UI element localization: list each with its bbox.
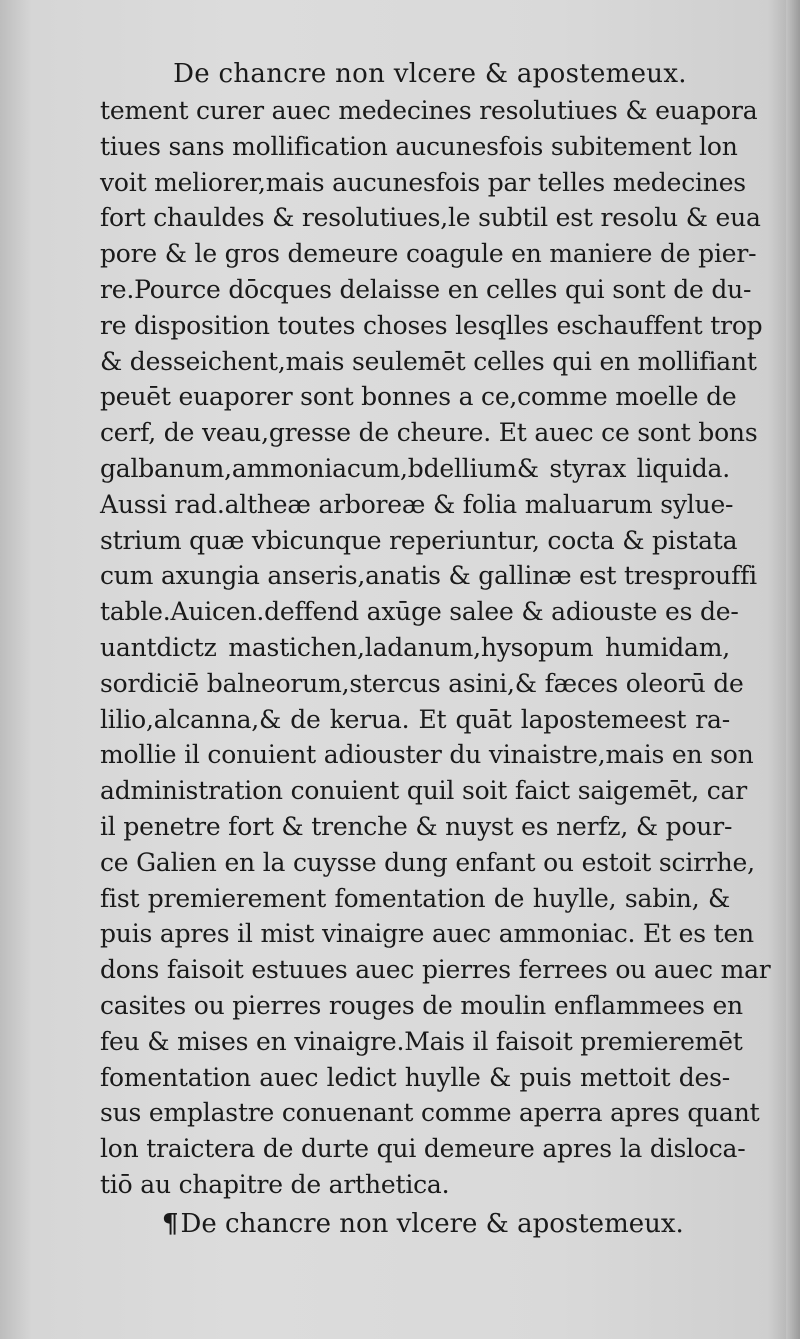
text-line: ce Galien en la cuysse dung enfant ou estoit scirrhe, (100, 847, 755, 877)
body-text (100, 93, 771, 1203)
text-line: pore & le gros demeure coagule en maniere de pier- (100, 239, 757, 269)
text-line: fort chauldes & resolutiues,le subtil est resolu & eua (100, 203, 761, 233)
page-edge-shadow (786, 0, 800, 1339)
text-line: casites ou pierres rouges de moulin enflammees en (100, 990, 743, 1020)
text-line: mollie il conuient adiouster du vinaistre,mais en son (100, 740, 754, 770)
text-line: tiō au chapitre de arthetica. (100, 1169, 450, 1199)
running-head: De chancre non vlcere & apostemeux. (173, 59, 687, 89)
text-line: feu & mises en vinaigre.Mais il faisoit premieremēt (100, 1026, 743, 1056)
text-line: peuēt euaporer sont bonnes a ce,comme moelle de (100, 382, 737, 412)
section-heading (162, 1205, 730, 1243)
text-line: tiues sans mollification aucunesfois subitement lon (100, 131, 738, 161)
pilcrow-mark: ¶ (162, 1208, 179, 1239)
text-line: administration conuient quil soit faict saigemēt, car (100, 776, 748, 806)
section-heading-text: De chancre non vlcere & apostemeux. (180, 1208, 684, 1239)
text-line: strium quæ vbicunque reperiuntur, cocta & pistata (100, 525, 738, 555)
text-line: & desseichent,mais seulemēt celles qui en mollifiant (100, 346, 757, 376)
text-line: tement curer auec medecines resolutiues & euapora (100, 96, 758, 125)
text-line: dons faisoit estuues auec pierres ferrees ou auec mar (100, 955, 771, 985)
text-line: fomentation auec ledict huylle & puis mettoit des- (100, 1062, 730, 1092)
text-line: sus emplastre conuenant comme aperra apres quant (100, 1098, 760, 1128)
text-line: galbanum,ammoniacum,bdellium& styrax liquida. (100, 453, 730, 483)
text-line: voit meliorer,mais aucunesfois par telles medecines (100, 167, 746, 197)
text-line: cum axungia anseris,anatis & gallinæ est tresprouffi (100, 561, 757, 591)
text-line: table.Auicen.deffend axūge salee & adiouste es de- (100, 597, 739, 627)
text-line: il penetre fort & trenche & nuyst es nerfz, & pour- (100, 811, 733, 841)
text-line: fist premierement fomentation de huylle, sabin, & (100, 883, 730, 913)
text-line: re disposition toutes choses lesqlles eschauffent trop (100, 310, 763, 340)
text-line: lilio,alcanna,& de kerua. Et quāt lapostemeest ra- (100, 704, 730, 734)
text-line: sordiciē balneorum,stercus asini,& fæces oleorū de (100, 668, 744, 698)
text-line: Aussi rad.altheæ arboreæ & folia maluarum sylue- (100, 489, 734, 519)
text-line: re.Pource dōcques delaisse en celles qui sont de du- (100, 274, 752, 304)
text-line: lon traictera de durte qui demeure apres la disloca- (100, 1134, 746, 1164)
text-line: uantdictz mastichen,ladanum,hysopum humidam, (100, 632, 730, 662)
text-line: puis apres il mist vinaigre auec ammoniac. Et es ten (100, 919, 754, 949)
text-block (100, 55, 771, 1243)
text-line: cerf, de veau,gresse de cheure. Et auec ce sont bons (100, 418, 758, 448)
